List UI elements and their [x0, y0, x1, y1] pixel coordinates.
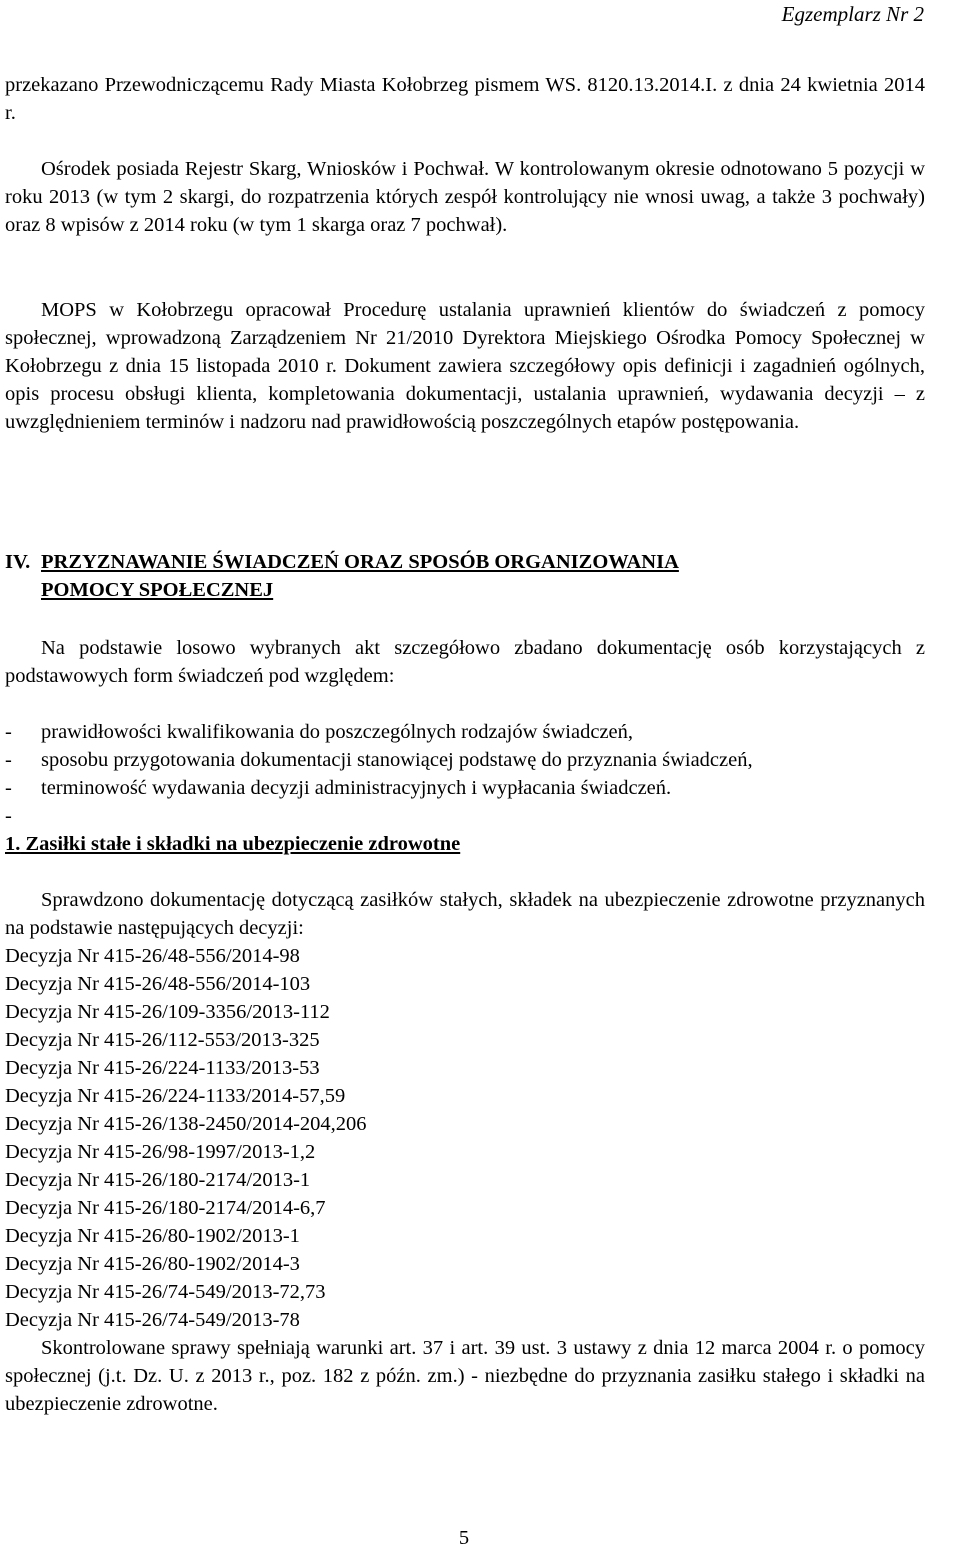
paragraph-transmission: przekazano Przewodniczącemu Rady Miasta Kołobrzeg pismem WS. 8120.13.2014.I. z dnia 24 kwietnia 2014 r. [5, 74, 925, 124]
section-iv-title-line1: PRZYZNAWANIE ŚWIADCZEŃ ORAZ SPOSÓB ORGANIZOWANIA [41, 551, 679, 573]
paragraph-scope: Na podstawie losowo wybranych akt szczegółowo zbadano dokumentację osób korzystających z podstawowych form świadczeń pod względem: [5, 637, 925, 687]
subsection-1-heading [5, 830, 460, 858]
subsection-1-number: 1. [5, 833, 21, 855]
decision-line: Decyzja Nr 415-26/98-1997/2013-1,2 [5, 1141, 316, 1163]
list-item-text: terminowość wydawania decyzji administracyjnych i wypłacania świadczeń. [41, 777, 672, 799]
list-item-text: prawidłowości kwalifikowania do poszczególnych rodzajów świadczeń, [41, 721, 634, 743]
list-dash: - [5, 749, 12, 771]
section-iv-heading-line1 [5, 548, 679, 576]
decision-line: Decyzja Nr 415-26/138-2450/2014-204,206 [5, 1113, 367, 1135]
list-dash: - [5, 805, 12, 827]
decision-line: Decyzja Nr 415-26/80-1902/2014-3 [5, 1253, 300, 1275]
list-dash: - [5, 721, 12, 743]
decision-line: Decyzja Nr 415-26/48-556/2014-98 [5, 945, 300, 967]
section-iv-number: IV. [5, 551, 31, 573]
copy-number-header: Egzemplarz Nr 2 [781, 2, 924, 26]
paragraph-procedure: MOPS w Kołobrzegu opracował Procedurę ustalania uprawnień klientów do świadczeń z pomocy społecznej, wprowadzoną Zarządzeniem Nr 21/2010 Dyrektora Miejskiego Ośrodka Pomocy Społecznej w Kołobrzegu z dnia 15 listopada 2010 r. Dokument zawiera szczegółowy opis definicji i zagadnień ogólnych, opis procesu obsługi klienta, kompletowania dokumentacji, ustalania uprawnień, wydawania decyzji – z uwzględnieniem terminów i nadzoru nad prawidłowością poszczególnych etapów postępowania. [5, 299, 925, 433]
decision-line: Decyzja Nr 415-26/80-1902/2013-1 [5, 1225, 300, 1247]
scope-list-item [5, 718, 925, 746]
decision-line: Decyzja Nr 415-26/224-1133/2014-57,59 [5, 1085, 346, 1107]
paragraph-checked-decisions: Sprawdzono dokumentację dotyczącą zasiłków stałych, składek na ubezpieczenie zdrowotne przyznanych na podstawie następujących decyzji: [5, 889, 925, 939]
paragraph-complaints-register: Ośrodek posiada Rejestr Skarg, Wniosków i Pochwał. W kontrolowanym okresie odnotowano 5 pozycji w roku 2013 (w tym 2 skargi, do rozpatrzenia których zespół kontrolujący nie wnosi uwag, a także 3 pochwały) oraz 8 wpisów z 2014 roku (w tym 1 skarga oraz 7 pochwał). [5, 158, 925, 236]
list-dash: - [5, 777, 12, 799]
decision-line: Decyzja Nr 415-26/48-556/2014-103 [5, 973, 311, 995]
decision-line: Decyzja Nr 415-26/112-553/2013-325 [5, 1029, 320, 1051]
subsection-1-title: Zasiłki stałe i składki na ubezpieczenie zdrowotne [25, 833, 461, 855]
decision-line: Decyzja Nr 415-26/180-2174/2014-6,7 [5, 1197, 326, 1219]
list-item-text: sposobu przygotowania dokumentacji stanowiącej podstawę do przyznania świadczeń, [41, 749, 753, 771]
scope-list-item [5, 802, 925, 830]
decision-line: Decyzja Nr 415-26/74-549/2013-72,73 [5, 1281, 326, 1303]
page-number: 5 [458, 1527, 470, 1549]
scope-list-item [5, 774, 925, 802]
section-iv-title-line2: POMOCY SPOŁECZNEJ [41, 579, 274, 601]
scope-list-item [5, 746, 925, 774]
decision-line: Decyzja Nr 415-26/180-2174/2013-1 [5, 1169, 311, 1191]
decision-line: Decyzja Nr 415-26/74-549/2013-78 [5, 1309, 300, 1331]
decision-line: Decyzja Nr 415-26/224-1133/2013-53 [5, 1057, 320, 1079]
decision-line: Decyzja Nr 415-26/109-3356/2013-112 [5, 1001, 330, 1023]
paragraph-conclusion: Skontrolowane sprawy spełniają warunki art. 37 i art. 39 ust. 3 ustawy z dnia 12 marca 2004 r. o pomocy społecznej (j.t. Dz. U. z 2013 r., poz. 182 z późn. zm.) - niezbędne do przyznania zasiłku stałego i składki na ubezpieczenie zdrowotne. [5, 1337, 925, 1415]
